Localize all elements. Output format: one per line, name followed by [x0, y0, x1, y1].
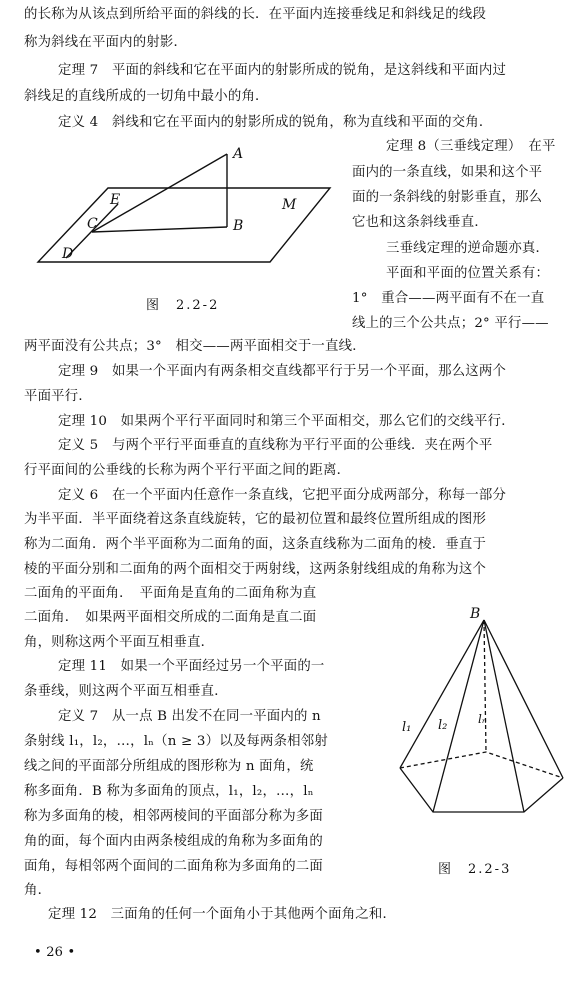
text-line: 称多面角．B 称为多面角的顶点，l₁，l₂，…，lₙ: [24, 784, 314, 799]
figure-caption-2-2-3: 图 2.2-3: [438, 862, 512, 877]
label-l1: l₁: [402, 720, 412, 735]
definition-7: 定义 7 从一点 B 出发不在同一平面内的 n: [58, 709, 321, 724]
text-line: 1° 重合——两平面有不在一直: [352, 291, 545, 306]
edge-n-hidden: [484, 620, 486, 752]
theorem-12: 定理 12 三面角的任何一个面角小于其他两个面角之和．: [48, 907, 397, 922]
label-l2: l₂: [438, 718, 448, 733]
edge-1: [400, 620, 484, 768]
label-d: D: [62, 246, 74, 262]
text-line: 它也和这条斜线垂直．: [352, 215, 488, 230]
definition-4: 定义 4 斜线和它在平面内的射影所成的锐角，称为直线和平面的交角．: [58, 115, 493, 130]
text-line: 条垂线，则这两个平面互相垂直．: [24, 684, 228, 699]
text-line: 角，则称这两个平面互相垂直．: [24, 635, 215, 650]
text-line: 平面平行．: [24, 389, 92, 404]
text-line: 棱的平面分别和二面角的两个面相交于两射线，这两条射线组成的角称为这个: [24, 562, 487, 577]
theorem-7: 定理 7 平面的斜线和它在平面内的射影所成的锐角，是这斜线和平面内过: [58, 63, 507, 78]
label-c: C: [87, 216, 98, 232]
text-line: 称为二面角．两个半平面称为二面角的面，这条直线称为二面角的棱．垂直于: [24, 537, 487, 552]
definition-6: 定义 6 在一个平面内任意作一条直线，它把平面分成两部分，称每一部分: [58, 488, 507, 503]
text-line: 为半平面．半平面绕着这条直线旋转，它的最初位置和最终位置所组成的图形: [24, 512, 487, 527]
text-line: 面的一条斜线的射影垂直，那么: [352, 190, 543, 205]
text-line: 的长称为从该点到所给平面的斜线的长．在平面内连接垂线足和斜线足的线段: [24, 7, 487, 22]
text-line: 二面角． 如果两平面相交所成的二面角是直二面: [24, 610, 317, 625]
text-line: 角．: [24, 883, 52, 898]
text-line: 线之间的平面部分所组成的图形称为 n 面角，统: [24, 759, 314, 774]
label-e: E: [110, 192, 121, 208]
label-m: M: [282, 197, 297, 213]
figure-caption-2-2-2: 图 2.2-2: [146, 298, 220, 313]
label-vertex-b: B: [470, 606, 481, 622]
text-line: 线上的三个公共点；2° 平行——: [352, 316, 549, 331]
text-line: 二面角的平面角． 平面角是直角的二面角称为直: [24, 586, 317, 601]
text-line: 三垂线定理的逆命题亦真．: [386, 241, 550, 256]
edge-3: [484, 620, 524, 812]
text-line: 两平面没有公共点；3° 相交——两平面相交于一直线．: [24, 339, 366, 354]
theorem-9: 定理 9 如果一个平面内有两条相交直线都平行于另一个平面，那么这两个: [58, 364, 507, 379]
theorem-8: 定理 8（三垂线定理） 在平: [386, 139, 556, 154]
text-line: 称为斜线在平面内的射影．: [24, 35, 188, 50]
text-line: 面内的一条直线，如果和这个平: [352, 165, 543, 180]
label-ln: lₙ: [478, 712, 487, 726]
base-visible: [400, 768, 563, 812]
text-line: 行平面间的公垂线的长称为两个平行平面之间的距离．: [24, 463, 351, 478]
label-b: B: [233, 218, 244, 234]
text-line: 斜线足的直线所成的一切角中最小的角．: [24, 89, 269, 104]
text-line: 平面和平面的位置关系有：: [386, 266, 550, 281]
theorem-11: 定理 11 如果一个平面经过另一个平面的一: [58, 659, 325, 674]
theorem-10: 定理 10 如果两个平行平面同时和第三个平面相交，那么它们的交线平行．: [58, 414, 515, 429]
text-line: 称为多面角的棱，相邻两棱间的平面部分称为多面: [24, 809, 323, 824]
projection-cb: [92, 227, 227, 232]
page-number: • 26 •: [34, 945, 76, 960]
edge-4: [484, 620, 563, 778]
label-a: A: [233, 146, 244, 162]
base-hidden: [400, 752, 563, 778]
edge-2: [433, 620, 484, 812]
text-line: 条射线 l₁，l₂，…，lₙ（n ≥ 3）以及每两条相邻射: [24, 734, 328, 749]
definition-5: 定义 5 与两个平行平面垂直的直线称为平行平面的公垂线．夹在两个平: [58, 438, 493, 453]
text-line: 面角，每相邻两个面间的二面角称为多面角的二面: [24, 859, 323, 874]
text-line: 角的面，每个面内由两条棱组成的角称为多面角的: [24, 834, 323, 849]
